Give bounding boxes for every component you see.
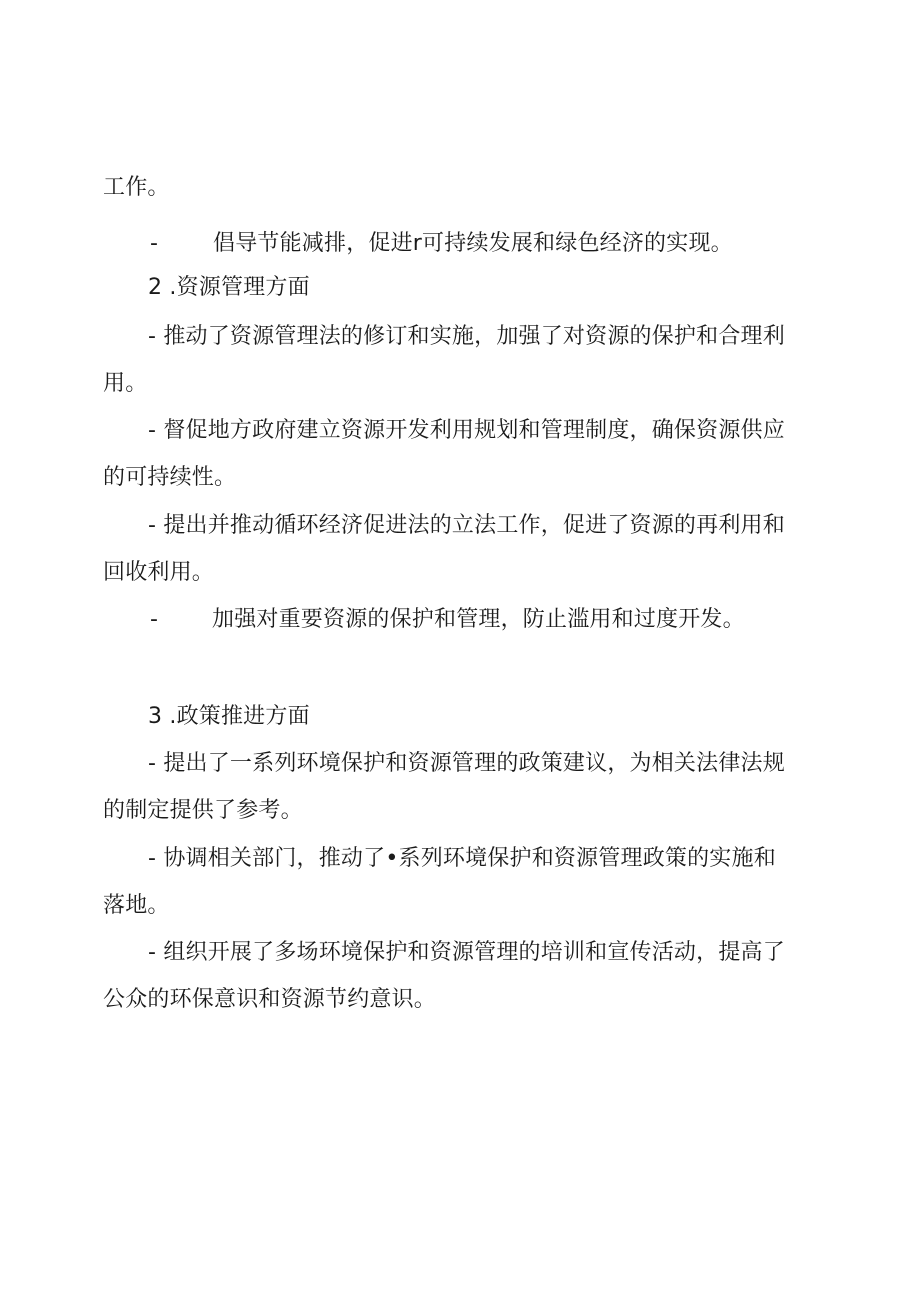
bullet-text: 倡导节能减排，促进r可持续发展和绿色经济的实现。 — [213, 231, 733, 256]
bullet-text: 加强对重要资源的保护和管理，防止滥用和过度开发。 — [212, 607, 745, 632]
section1-bullet — [150, 229, 733, 259]
section3-item-1-line1: - 提出了一系列环境保护和资源管理的政策建议，为相关法律法规 — [148, 751, 785, 776]
section2-heading: 2 .资源管理方面 — [148, 275, 310, 300]
section2-item-4 — [150, 605, 745, 635]
bullet-dash: - — [150, 607, 159, 632]
section2-item-3-line1: - 提出并推动循环经济促进法的立法工作，促进了资源的再利用和 — [148, 513, 785, 538]
section1-continuation: 工作。 — [103, 175, 170, 200]
section3-heading: 3 .政策推进方面 — [148, 704, 310, 729]
section2-item-3-line2: 回收利用。 — [103, 560, 215, 585]
section2-item-2-line1: - 督促地方政府建立资源开发利用规划和管理制度，确保资源供应 — [148, 418, 785, 443]
section3-item-3-line1: - 组织开展了多场环境保护和资源管理的培训和宣传活动，提高了 — [148, 940, 785, 965]
section2-item-2-line2: 的可持续性。 — [103, 465, 237, 490]
section3-item-1-line2: 的制定提供了参考。 — [103, 798, 303, 823]
section3-item-2-line2: 落地。 — [103, 893, 170, 918]
bullet-dash: - — [150, 231, 159, 256]
section3-item-2-line1: - 协调相关部门，推动了•系列环境保护和资源管理政策的实施和 — [148, 846, 776, 871]
section2-item-1-line2: 用。 — [103, 371, 148, 396]
section2-item-1-line1: - 推动了资源管理法的修订和实施，加强了对资源的保护和合理利 — [148, 324, 785, 349]
section3-item-3-line2: 公众的环保意识和资源节约意识。 — [103, 987, 437, 1012]
